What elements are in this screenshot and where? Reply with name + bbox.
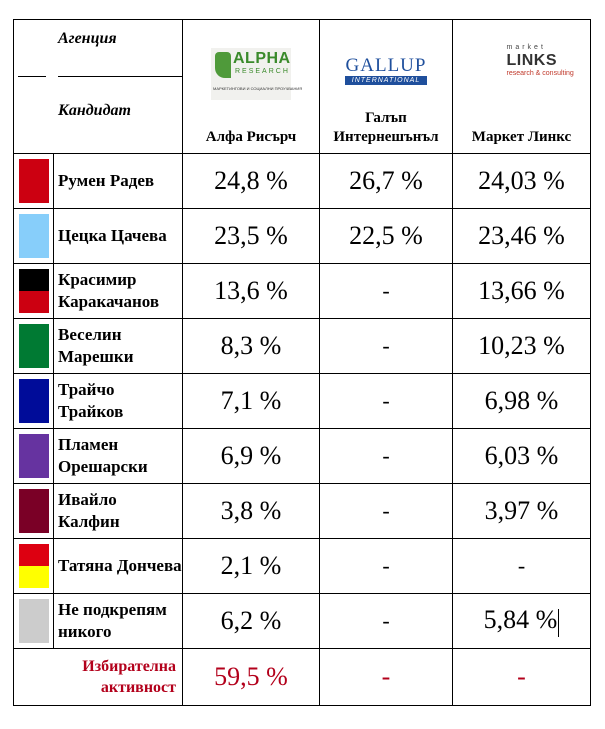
value-market — [453, 484, 591, 539]
party-color-swatch — [19, 544, 49, 588]
candidate-row — [14, 594, 591, 649]
turnout-alpha: 59,5 % — [183, 649, 320, 706]
candidate-row — [14, 484, 591, 539]
swatch-cell — [14, 484, 54, 539]
header-corner — [14, 20, 183, 154]
party-color-swatch — [19, 159, 49, 203]
value-text: 7,1 % — [220, 386, 282, 415]
candidate-row — [14, 154, 591, 209]
value-alpha — [183, 319, 320, 374]
party-color-swatch — [19, 489, 49, 533]
ml-logo-word: LINKS — [506, 52, 557, 69]
candidate-name: Не подкрепям никого — [54, 594, 183, 649]
polls-table — [13, 19, 591, 706]
value-gallup — [320, 594, 453, 649]
swatch-cell — [14, 154, 54, 209]
value-text: 24,03 % — [478, 166, 565, 195]
swatch-cell — [14, 374, 54, 429]
candidate-row — [14, 429, 591, 484]
candidate-name: Красимир Каракачанов — [54, 264, 183, 319]
value-gallup — [320, 209, 453, 264]
value-gallup — [320, 319, 453, 374]
candidate-row — [14, 319, 591, 374]
value-text: 26,7 % — [349, 166, 423, 195]
agency-header: Агенция — [58, 30, 117, 47]
candidate-row — [14, 539, 591, 594]
value-text: 22,5 % — [349, 221, 423, 250]
value-gallup — [320, 264, 453, 319]
swatch-cell — [14, 264, 54, 319]
value-market — [453, 264, 591, 319]
swatch-cell — [14, 429, 54, 484]
value-text: 8,3 % — [220, 331, 282, 360]
candidate-row — [14, 374, 591, 429]
value-text: 13,6 % — [214, 276, 288, 305]
value-alpha — [183, 374, 320, 429]
alpha-logo-word: ALPHA — [233, 50, 291, 67]
value-text: 5,84 % — [483, 605, 558, 635]
value-text: 6,9 % — [220, 441, 282, 470]
gallup-logo — [345, 56, 427, 85]
alpha-logo-tag: МАРКЕТИНГОВИ И СОЦИАЛНИ ПРОУЧВАНИЯ — [213, 86, 303, 91]
gallup-logo-sub: INTERNATIONAL — [345, 76, 427, 85]
value-text: 6,2 % — [220, 606, 282, 635]
value-market — [453, 539, 591, 594]
value-market — [453, 319, 591, 374]
value-text: 3,97 % — [484, 496, 559, 525]
value-market — [453, 594, 591, 649]
alpha-logo-sub: RESEARCH — [235, 68, 290, 75]
turnout-market: - — [453, 649, 591, 706]
value-alpha — [183, 539, 320, 594]
value-alpha — [183, 154, 320, 209]
value-alpha — [183, 594, 320, 649]
value-market — [453, 154, 591, 209]
ml-logo-top: market — [506, 44, 546, 51]
candidate-name: Румен Радев — [54, 154, 183, 209]
alpha-research-logo — [211, 48, 303, 100]
alpha-leaf-icon — [215, 52, 231, 78]
value-gallup — [320, 484, 453, 539]
candidate-name: Веселин Марешки — [54, 319, 183, 374]
party-color-swatch — [19, 379, 49, 423]
candidate-row — [14, 264, 591, 319]
value-text: 6,03 % — [484, 441, 559, 470]
value-text: 24,8 % — [214, 166, 288, 195]
value-market — [453, 209, 591, 264]
candidate-row — [14, 209, 591, 264]
turnout-label: Избирателна активност — [14, 649, 183, 706]
candidate-name: Цецка Цачева — [54, 209, 183, 264]
value-gallup — [320, 374, 453, 429]
value-text: - — [382, 388, 390, 413]
value-text: - — [382, 443, 390, 468]
agency-gallup — [320, 20, 453, 154]
text-cursor — [558, 609, 559, 637]
value-market — [453, 374, 591, 429]
party-color-swatch — [19, 324, 49, 368]
agency-name-market-links: Маркет Линкс — [471, 129, 572, 145]
value-alpha — [183, 429, 320, 484]
value-text: 3,8 % — [220, 496, 282, 525]
value-alpha — [183, 209, 320, 264]
value-text: 23,5 % — [214, 221, 288, 250]
candidate-header: Кандидат — [58, 102, 131, 119]
gallup-logo-word: GALLUP — [345, 55, 427, 76]
value-text: 23,46 % — [478, 221, 565, 250]
value-text: - — [382, 498, 390, 523]
agency-market-links — [453, 20, 591, 154]
swatch-cell — [14, 539, 54, 594]
turnout-gallup: - — [320, 649, 453, 706]
value-market — [453, 429, 591, 484]
market-links-logo — [477, 44, 574, 84]
value-text: 10,23 % — [478, 331, 565, 360]
party-color-swatch — [19, 599, 49, 643]
value-text: - — [382, 553, 390, 578]
value-text: 2,1 % — [220, 551, 282, 580]
agency-name-gallup: Галъп Интернешънъл — [333, 110, 439, 145]
value-text: - — [517, 553, 526, 578]
party-color-swatch — [19, 269, 49, 313]
value-text: 13,66 % — [478, 276, 565, 305]
party-color-swatch — [19, 214, 49, 258]
value-gallup — [320, 539, 453, 594]
header-divider-long — [58, 76, 182, 77]
swatch-cell — [14, 209, 54, 264]
value-text: - — [382, 608, 390, 633]
value-gallup — [320, 429, 453, 484]
ml-logo-sub: research & consulting — [506, 70, 574, 77]
value-text: 6,98 % — [484, 386, 559, 415]
value-alpha — [183, 484, 320, 539]
candidate-name: Татяна Дончева — [54, 539, 183, 594]
header-divider-short — [18, 76, 46, 77]
value-gallup — [320, 154, 453, 209]
turnout-row — [14, 649, 591, 706]
value-alpha — [183, 264, 320, 319]
header-row — [14, 20, 591, 154]
swatch-cell — [14, 594, 54, 649]
party-color-swatch — [19, 434, 49, 478]
candidate-name: Трайчо Трайков — [54, 374, 183, 429]
value-text: - — [382, 278, 390, 303]
agency-alpha — [183, 20, 320, 154]
swatch-cell — [14, 319, 54, 374]
value-text: - — [382, 333, 390, 358]
agency-name-alpha: Алфа Рисърч — [205, 129, 297, 145]
candidate-name: Пламен Орешарски — [54, 429, 183, 484]
candidate-name: Ивайло Калфин — [54, 484, 183, 539]
